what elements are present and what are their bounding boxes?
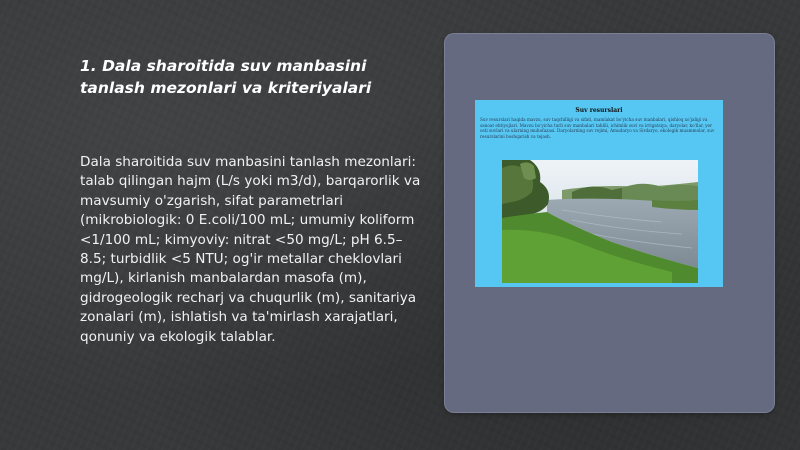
document-page-image	[475, 100, 723, 287]
document-text: Suv resurslari haqida mavzu, suv taqchilligi va sifati, mamlakat bo'yicha suv manbalari, qishloq xo'jaligi va sanoat ehtiyojlari. Mavzu bo'yicha turli suv manbalari tahlili, ichimlik suvi va irrigatsiya, daryolar, ko'llar, yer osti suvlari va ularning muhofazasi. Daryolarning suv rejimi, Amudaryo va Sirdaryo, ekologik muammolar, suv resurslarini boshqarish va tejash.	[480, 117, 715, 139]
river-photo	[502, 160, 698, 283]
document-heading: Suv resurslari	[575, 107, 623, 114]
image-frame	[445, 34, 774, 412]
river-landscape-image	[502, 160, 698, 283]
slide-body-text: Dala sharoitida suv manbasini tanlash mezonlari: talab qilingan hajm (L/s yoki m3/d), barqarorlik va mavsumiy o'zgarish, sifat parametrlari (mikrobiologik: 0 E.coli/100 mL; umumiy koliform <1/100 mL; kimyoviy: nitrat <50 mg/L; pH 6.5–8.5; turbidlik <5 NTU; og'ir metallar cheklovlari mg/L), kirlanish manbalardan masofa (m), gidrogeologik recharj va chuqurlik (m), sanitariya zonalari (m), ishlatish va ta'mirlash xarajatlari, qonuniy va ekologik talablar.	[80, 154, 421, 345]
slide-title: 1. Dala sharoitida suv manbasini tanlash mezonlari va kriteriyalari	[80, 57, 372, 97]
